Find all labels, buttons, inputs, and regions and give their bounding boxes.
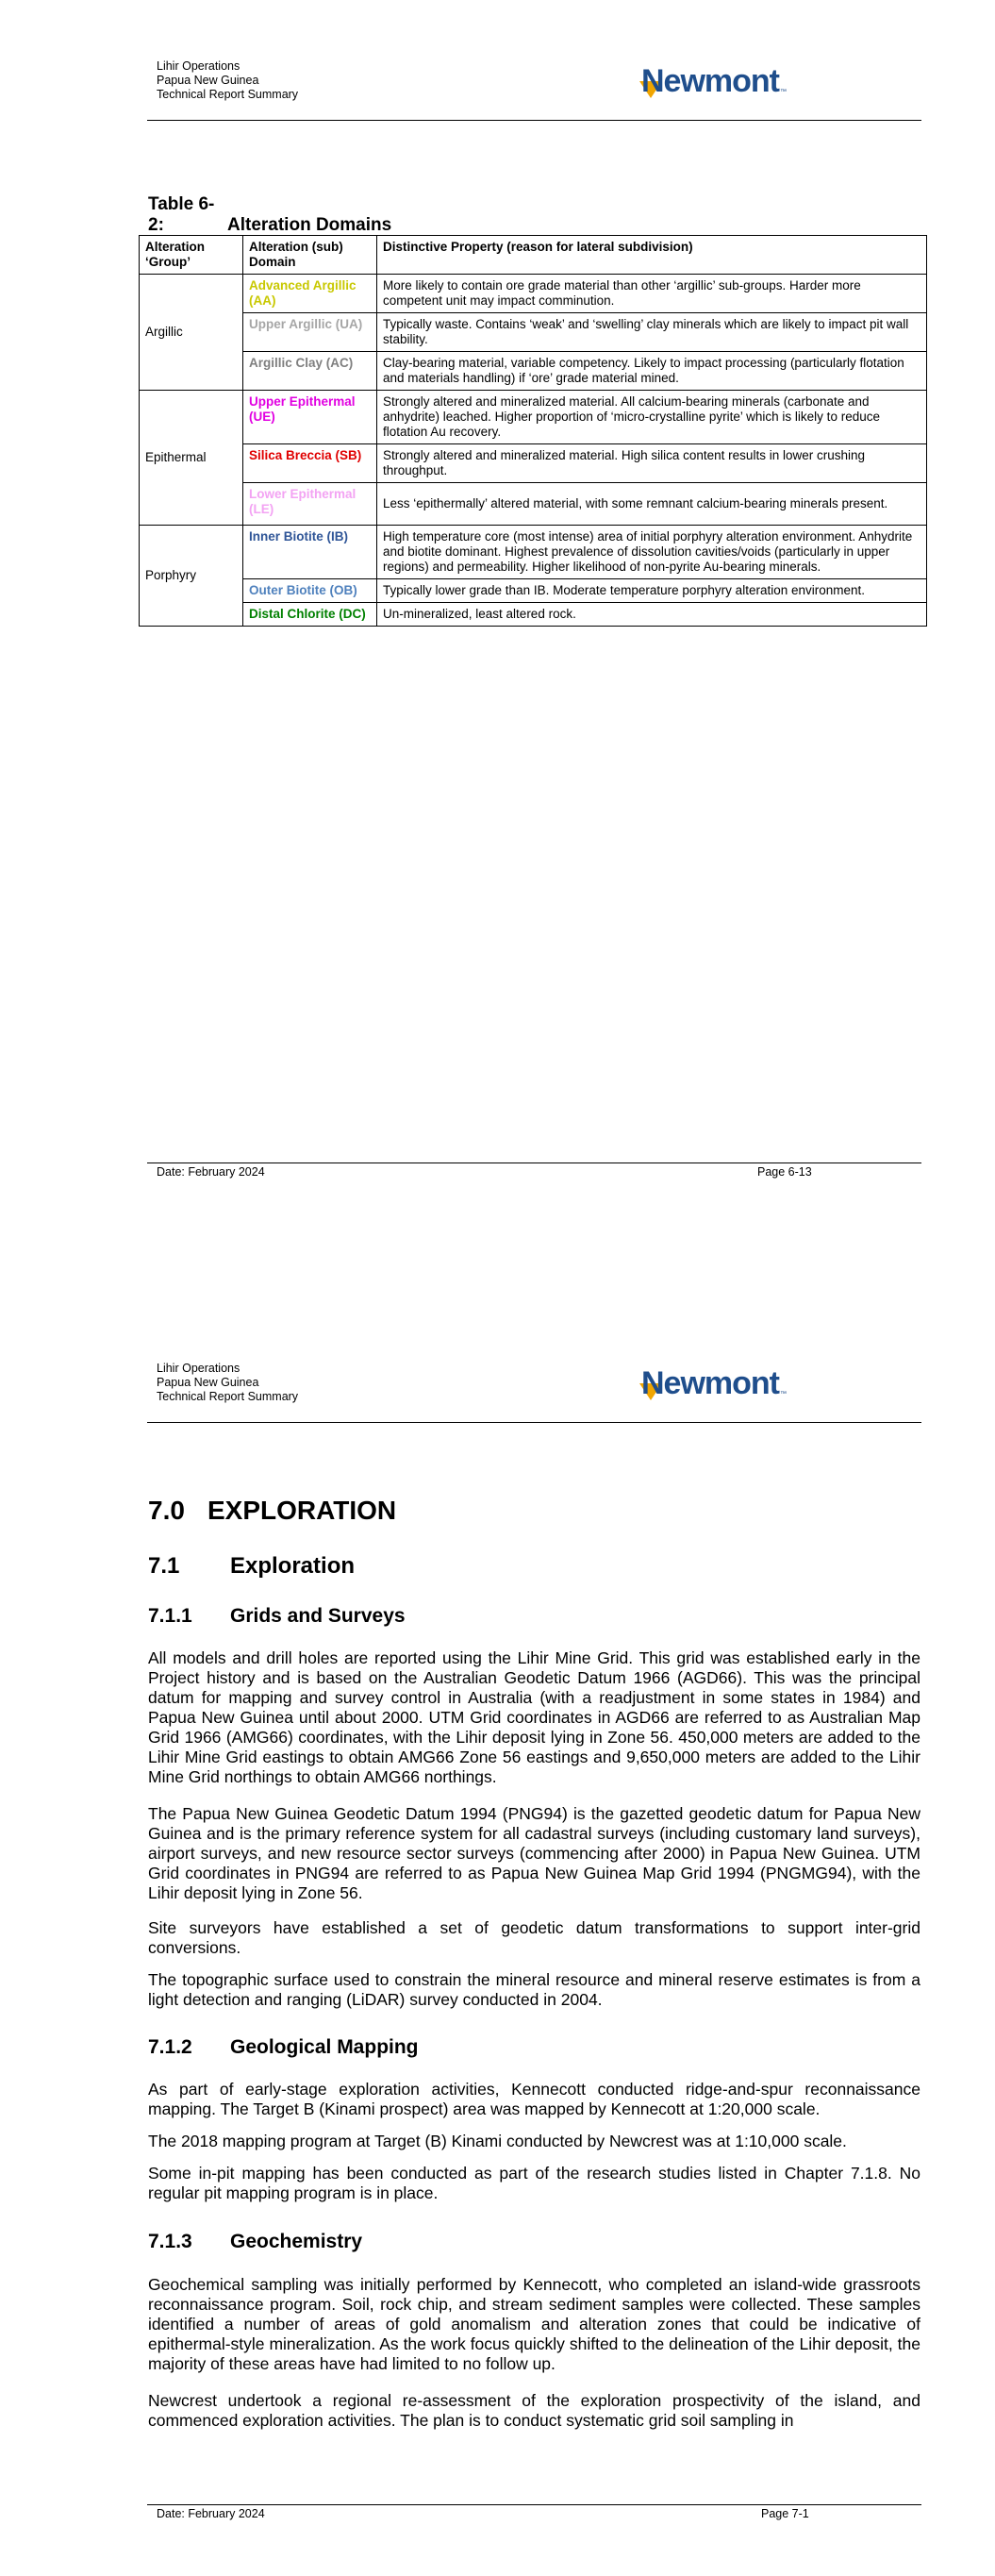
section-title: Exploration	[230, 1553, 356, 1579]
property-cell: More likely to contain ore grade material than other ‘argillic’ sub-groups. Harder more competent unit may impact comminution.	[377, 275, 927, 313]
section-heading-7-1-1	[148, 1605, 406, 1628]
header-domain: Alteration (sub) Domain	[243, 236, 377, 275]
logo-text: Newmont	[641, 1365, 779, 1401]
header-line: Papua New Guinea	[157, 1376, 259, 1389]
domain-cell: Argillic Clay (AC)	[243, 352, 377, 391]
table-title: Alteration Domains	[227, 215, 392, 235]
property-cell: Typically lower grade than IB. Moderate temperature porphyry alteration environment.	[377, 579, 927, 603]
section-heading-7-0	[148, 1496, 396, 1526]
header-rule	[147, 1422, 921, 1423]
header-line: Lihir Operations	[157, 1362, 240, 1375]
footer-page-number: Page 7-1	[761, 2507, 809, 2520]
footer-date: Date: February 2024	[157, 1165, 265, 1179]
section-title: EXPLORATION	[207, 1496, 397, 1525]
header-line: Lihir Operations	[157, 59, 240, 73]
paragraph: The 2018 mapping program at Target (B) Kinami conducted by Newcrest was at 1:10,000 scale.	[148, 2132, 847, 2150]
section-heading-7-1-3	[148, 2231, 362, 2253]
property-cell: Clay-bearing material, variable competency. Likely to impact processing (particularly flotation and materials handling) if ‘ore’ grade material mined.	[377, 352, 927, 391]
header-line: Technical Report Summary	[157, 88, 299, 101]
domain-cell: Inner Biotite (IB)	[243, 526, 377, 579]
domain-cell: Upper Argillic (UA)	[243, 313, 377, 352]
section-number: 7.1	[148, 1553, 180, 1579]
domain-cell: Silica Breccia (SB)	[243, 444, 377, 483]
table-number: Table 6-2:	[148, 194, 215, 235]
section-number: 7.0	[148, 1496, 185, 1525]
paragraph: Site surveyors have established a set of geodetic datum transformations to support inter-grid conversions.	[148, 1918, 920, 1957]
paragraph: As part of early-stage exploration activities, Kennecott conducted ridge-and-spur reconnaissance mapping. The Target B (Kinami prospect) area was mapped by Kennecott at 1:20,000 scale.	[148, 2080, 920, 2118]
section-number: 7.1.2	[148, 2036, 192, 2058]
section-heading-7-1-2	[148, 2036, 419, 2059]
property-cell: Strongly altered and mineralized material. High silica content results in lower crushing throughput.	[377, 444, 927, 483]
domain-cell: Outer Biotite (OB)	[243, 579, 377, 603]
paragraph: The topographic surface used to constrain the mineral resource and mineral reserve estimates is from a light detection and ranging (LiDAR) survey conducted in 2004.	[148, 1970, 920, 2009]
footer-page-number: Page 6-13	[757, 1165, 812, 1179]
header-line: Technical Report Summary	[157, 1390, 299, 1403]
section-title: Geological Mapping	[230, 2036, 419, 2058]
paragraph: Newcrest undertook a regional re-assessment of the exploration prospectivity of the island, and commenced exploration activities. The plan is to conduct systematic grid soil sampling in	[148, 2391, 920, 2430]
property-cell: Strongly altered and mineralized material. All calcium-bearing minerals (carbonate and anhydrite) leached. Higher proportion of ‘micro-crystalline pyrite’ which is likely to reduce flotation Au recovery.	[377, 391, 927, 444]
logo-trademark: ™	[780, 1391, 787, 1397]
paragraph: Geochemical sampling was initially performed by Kennecott, who completed an island-wide grassroots reconnaissance program. Soil, rock chip, and stream sediment samples were collected. These samples identified a number of areas of gold anomalism and alteration zones that could be indicative of epithermal-style mineralization. As the work focus quickly shifted to the delineation of the Lihir deposit, the majority of these areas have had limited to no follow up.	[148, 2275, 920, 2373]
footer-rule	[147, 2504, 921, 2505]
paragraph: Some in-pit mapping has been conducted as part of the research studies listed in Chapter 7.1.8. No regular pit mapping program is in place.	[148, 2164, 920, 2202]
property-cell: High temperature core (most intense) area of initial porphyry alteration environment. Anhydrite and biotite dominant. Highest prevalence of dissolution cavities/voids (particularly in upper regions) and permeability. Higher likelihood of non-pyrite Au-bearing minerals.	[377, 526, 927, 579]
section-title: Grids and Surveys	[230, 1605, 406, 1627]
footer-date: Date: February 2024	[157, 2507, 265, 2520]
property-cell: Typically waste. Contains ‘weak’ and ‘swelling’ clay minerals which are likely to impact pit wall stability.	[377, 313, 927, 352]
paragraph: The Papua New Guinea Geodetic Datum 1994 (PNG94) is the gazetted geodetic datum for Papua New Guinea and is the primary reference system for all cadastral surveys (including customary land surveys), airport surveys, and new resource sector surveys (commencing after 2000) in Papua New Guinea. UTM Grid coordinates in PNG94 are referred to as Papua New Guinea Map Grid 1994 (PNGMG94), with the Lihir deposit lying in Zone 56.	[148, 1804, 920, 1902]
header-line: Papua New Guinea	[157, 74, 259, 87]
page-header-text	[157, 1362, 298, 1404]
section-number: 7.1.1	[148, 1605, 192, 1627]
paragraph: All models and drill holes are reported using the Lihir Mine Grid. This grid was established early in the Project history and is based on the Australian Geodetic Datum 1966 (AGD66). This was the principal datum for mapping and survey control in Australia (with a readjustment in some states in 1984) and Papua New Guinea until about 2000. UTM Grid coordinates in AGD66 are referred to as Australian Map Grid 1966 (AMG66) coordinates, with the Lihir deposit lying in Zone 56. 450,000 meters are added to the Lihir Mine Grid eastings to obtain AMG66 Zone 56 eastings and 9,650,000 meters are added to the Lihir Mine Grid northings to obtain AMG66 northings.	[148, 1648, 920, 1786]
domain-cell: Advanced Argillic (AA)	[243, 275, 377, 313]
group-cell: Epithermal	[140, 391, 243, 526]
domain-cell: Upper Epithermal (UE)	[243, 391, 377, 444]
section-title: Geochemistry	[230, 2231, 363, 2252]
domain-cell: Lower Epithermal (LE)	[243, 483, 377, 526]
domain-cell: Distal Chlorite (DC)	[243, 603, 377, 627]
group-cell: Argillic	[140, 275, 243, 391]
logo-trademark: ™	[780, 89, 787, 95]
section-number: 7.1.3	[148, 2231, 192, 2252]
section-heading-7-1	[148, 1553, 355, 1580]
property-cell: Less ‘epithermally’ altered material, with some remnant calcium-bearing minerals present.	[377, 483, 927, 526]
property-cell: Un-mineralized, least altered rock.	[377, 603, 927, 627]
logo-text: Newmont	[641, 63, 779, 99]
header-group: Alteration ‘Group’	[140, 236, 243, 275]
group-cell: Porphyry	[140, 526, 243, 627]
header-property: Distinctive Property (reason for lateral subdivision)	[377, 236, 927, 275]
newmont-logo	[641, 1366, 787, 1400]
